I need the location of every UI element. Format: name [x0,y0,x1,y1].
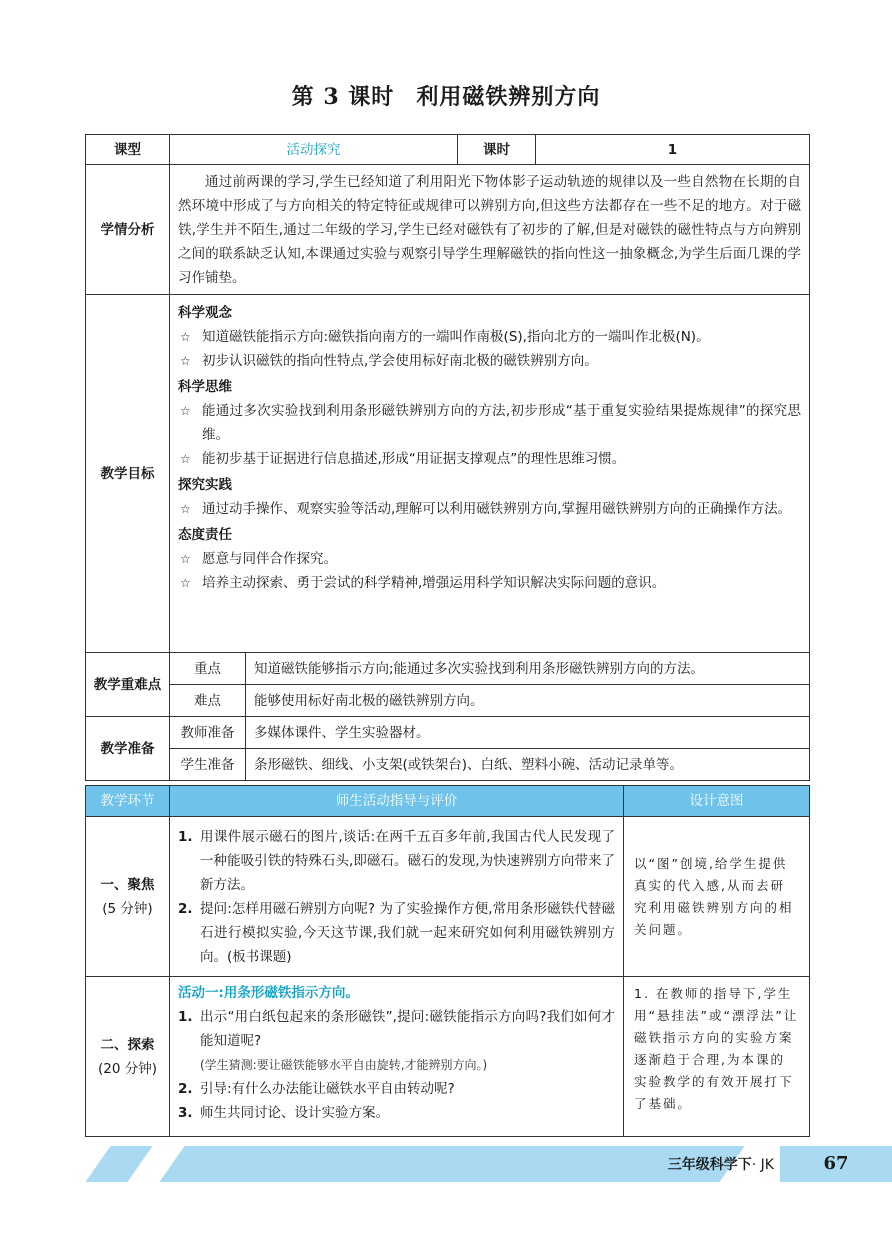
page-number: 67 [780,1146,892,1182]
header-activity: 师生活动指导与评价 [170,786,624,817]
period-value: 1 [536,135,810,165]
key-points-label: 教学重难点 [86,653,170,717]
stage-name: 二、探索 [100,1036,155,1053]
design-intent: 以“图”创境,给学生提供真实的代入感,从而去研究利用磁铁辨别方向的相关问题。 [634,855,794,937]
prep-label: 教学准备 [86,717,170,781]
page-title [0,80,892,111]
period-label: 课时 [458,135,536,165]
process-header [86,786,810,817]
goal-item: ☆ 能初步基于证据进行信息描述,形成“用证据支撑观点”的理性思维习惯。 [178,447,801,471]
difficulty-text: 能够使用标好南北极的磁铁辨别方向。 [246,685,810,717]
analysis-label: 学情分析 [86,165,170,295]
goal-item: ☆ 初步认识磁铁的指向性特点,学会使用标好南北极的磁铁辨别方向。 [178,349,801,373]
activity-item: 2. 提问:怎样用磁石辨别方向呢? 为了实验操作方便,常用条形磁铁代替磁石进行模拟实验,今天这节课,我们就一起来研究如何利用磁铁辨别方向。(板书课题) [178,900,615,965]
info-row [86,135,810,165]
key-point-row [86,653,810,685]
goals-label: 教学目标 [86,295,170,653]
teacher-prep-label: 教师准备 [170,717,246,749]
goal-section-thinking: 科学思维 [178,379,232,395]
key-label: 重点 [170,653,246,685]
stage-focus-row [86,817,810,977]
activity-item: 1. 出示“用白纸包起来的条形磁铁”,提问:磁铁能指示方向吗?我们如何才能知道呢? [178,1009,615,1049]
design-intent: 1. 在教师的指导下,学生用“悬挂法”或“漂浮法”让磁铁指示方向的实验方案逐渐趋于合理,为本课的实验教学的有效开展打下了基础。 [634,986,799,1111]
goal-item: ☆ 愿意与同伴合作探究。 [178,547,801,571]
type-label: 课型 [86,135,170,165]
key-text: 知道磁铁能够指示方向;能通过多次实验找到利用条形磁铁辨别方向的方法。 [246,653,810,685]
goal-section-attitude: 态度责任 [178,527,232,543]
goal-item: ☆ 通过动手操作、观察实验等活动,理解可以利用磁铁辨别方向,掌握用磁铁辨别方向的正确操作方法。 [178,497,801,521]
stage-explore-row [86,977,810,1137]
footer-band [159,1146,744,1182]
student-prep-row [86,749,810,781]
analysis-text: 通过前两课的学习,学生已经知道了利用阳光下物体影子运动轨迹的规律以及一些自然物在长期的自然环境中形成了与方向相关的特定特征或规律可以辨别方向,但这些方法都存在一些不足的地方。对于磁铁,学生并不陌生,通过二年级的学习,学生已经对磁铁有了初步的了解,但是对磁铁的磁性特点与方向辨别之间的联系缺乏认知,本课通过实验与观察引导学生理解磁铁的指向性这一抽象概念,为学生后面几课的学习作铺垫。 [178,173,801,286]
footer-stripe [85,1146,152,1182]
activity-item: 3. 师生共同讨论、设计实验方案。 [178,1105,389,1121]
goal-item: ☆ 知道磁铁能指示方向:磁铁指向南方的一端叫作南极(S),指向北方的一端叫作北极(N)。 [178,325,801,349]
lesson-title: 利用磁铁辨别方向 [416,84,601,110]
student-prep-text: 条形磁铁、细线、小支架(或铁架台)、白纸、塑料小碗、活动记录单等。 [246,749,810,781]
goal-section-concept: 科学观念 [178,305,232,321]
header-stage: 教学环节 [86,786,170,817]
stage-duration: (5 分钟) [102,900,153,917]
footer-book-title: 三年级科学下· JK [667,1157,774,1173]
analysis-row [86,165,810,295]
header-intent: 设计意图 [624,786,810,817]
goal-item: ☆ 能通过多次实验找到利用条形磁铁辨别方向的方法,初步形成“基于重复实验结果提炼规律”的探究思维。 [178,399,801,447]
type-value: 活动探究 [170,135,458,165]
stage-name: 一、聚焦 [100,876,155,893]
lesson-number: 第 3 课时 [291,84,395,110]
teacher-prep-text: 多媒体课件、学生实验器材。 [246,717,810,749]
goal-item: ☆ 培养主动探索、勇于尝试的科学精神,增强运用科学知识解决实际问题的意识。 [178,571,801,595]
activity-item: 2. 引导:有什么办法能让磁铁水平自由转动呢? [178,1081,455,1097]
teacher-prep-row [86,717,810,749]
page-footer [0,1146,892,1186]
lesson-info-table [85,134,810,781]
goals-row [86,295,810,653]
student-prep-label: 学生准备 [170,749,246,781]
stage-duration: (20 分钟) [97,1060,157,1077]
process-table [85,785,810,1137]
student-guess-note: (学生猜测:要让磁铁能够水平自由旋转,才能辨别方向。) [200,1058,488,1072]
activity-title: 活动一:用条形磁铁指示方向。 [178,985,359,1001]
difficulty-label: 难点 [170,685,246,717]
activity-item: 1. 用课件展示磁石的图片,谈话:在两千五百多年前,我国古代人民发现了一种能吸引铁的特殊石头,即磁石。磁石的发现,为快速辨别方向带来了新方法。 [178,828,615,893]
difficulty-row [86,685,810,717]
goal-section-practice: 探究实践 [178,477,232,493]
